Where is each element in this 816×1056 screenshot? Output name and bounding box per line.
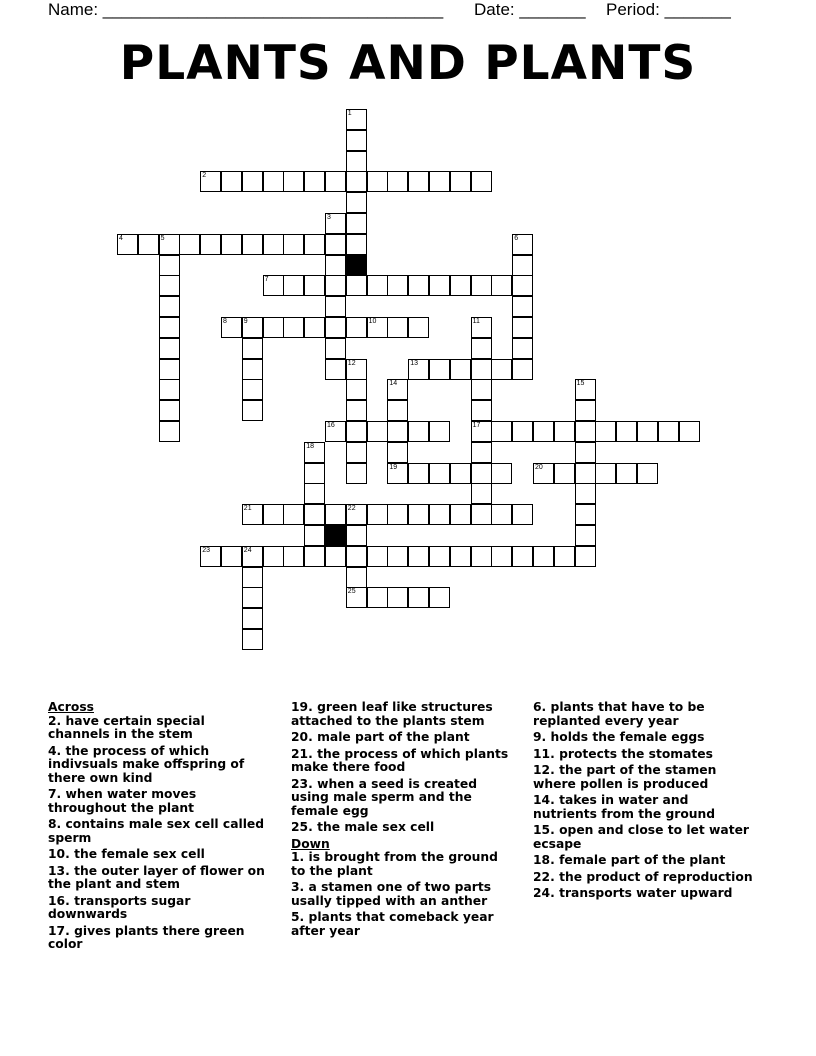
clue-item-number: 25.: [291, 820, 313, 834]
answer-cell[interactable]: [408, 546, 429, 567]
answer-cell[interactable]: [221, 546, 242, 567]
clue-number: 21: [243, 505, 252, 513]
clue-item-number: 9.: [533, 730, 547, 744]
answer-cell[interactable]: [429, 546, 450, 567]
answer-cell[interactable]: [325, 275, 346, 296]
answer-cell[interactable]: [387, 546, 408, 567]
answer-cell[interactable]: [283, 317, 304, 338]
clue-item-text: transports sugar downwards: [48, 893, 191, 921]
clue-item-number: 24.: [533, 886, 555, 900]
answer-cell[interactable]: [283, 234, 304, 255]
clue-number: 13: [410, 359, 418, 367]
clue-item-text: holds the female eggs: [546, 730, 705, 744]
answer-cell[interactable]: [325, 338, 346, 359]
answer-cell[interactable]: [575, 483, 596, 504]
answer-cell[interactable]: [367, 546, 388, 567]
answer-cell[interactable]: [471, 546, 492, 567]
answer-cell[interactable]: [595, 463, 616, 484]
clue-item-number: 22.: [533, 869, 555, 884]
answer-cell[interactable]: [346, 379, 367, 400]
answer-cell[interactable]: [471, 359, 492, 380]
clue-item-number: 23.: [291, 776, 313, 791]
answer-cell[interactable]: [429, 421, 450, 442]
answer-cell[interactable]: [491, 421, 512, 442]
clue-item: [533, 701, 755, 728]
clue-number: 22: [347, 505, 356, 513]
clue-number: 6: [514, 234, 519, 242]
answer-cell[interactable]: [304, 317, 325, 338]
clue-item-text: when water moves throughout the plant: [48, 787, 197, 815]
answer-cell[interactable]: [283, 171, 304, 192]
clue-item-text: have certain special channels in the stem: [48, 713, 205, 741]
clue-item-text: open and close to let water ecsape: [533, 823, 749, 851]
clue-item-number: 19.: [291, 700, 313, 714]
answer-cell[interactable]: [450, 546, 471, 567]
answer-cell[interactable]: [512, 275, 533, 296]
answer-cell[interactable]: [346, 463, 367, 484]
answer-cell[interactable]: [325, 504, 346, 525]
clue-item-number: 10.: [48, 847, 70, 861]
clue-number: 3: [327, 214, 331, 221]
answer-cell[interactable]: [471, 483, 492, 504]
answer-cell[interactable]: [512, 317, 533, 338]
answer-cell[interactable]: [408, 421, 429, 442]
answer-cell[interactable]: [242, 546, 263, 567]
clue-item-text: takes in water and nutrients from the ground: [533, 793, 716, 821]
clue-number: 16: [327, 422, 335, 429]
clue-column-2: [291, 701, 516, 941]
clue-item-number: 21.: [291, 746, 313, 761]
clue-item-text: protects the stomates: [554, 746, 713, 761]
clue-item: [48, 818, 270, 845]
answer-cell[interactable]: [346, 109, 367, 130]
answer-cell[interactable]: [304, 275, 325, 296]
answer-cell[interactable]: [367, 587, 388, 608]
answer-cell[interactable]: [575, 400, 596, 421]
answer-cell[interactable]: [554, 463, 575, 484]
clue-item-number: 17.: [48, 923, 70, 938]
answer-cell[interactable]: [429, 587, 450, 608]
clue-number: 24: [243, 546, 252, 554]
answer-cell[interactable]: [325, 296, 346, 317]
answer-cell[interactable]: [429, 359, 450, 380]
clue-item: [533, 748, 755, 762]
answer-cell[interactable]: [491, 546, 512, 567]
answer-cell[interactable]: [408, 504, 429, 525]
clue-item: [533, 854, 755, 868]
answer-cell[interactable]: [533, 546, 554, 567]
answer-cell[interactable]: [491, 275, 512, 296]
answer-cell[interactable]: [450, 275, 471, 296]
clue-item: [291, 821, 516, 835]
answer-cell[interactable]: [138, 234, 159, 255]
answer-cell[interactable]: [450, 171, 471, 192]
answer-cell[interactable]: [325, 546, 346, 567]
answer-cell[interactable]: [575, 463, 596, 484]
answer-cell[interactable]: [575, 525, 596, 546]
answer-cell[interactable]: [387, 587, 408, 608]
clue-item-number: 18.: [533, 853, 555, 867]
answer-cell[interactable]: [263, 546, 284, 567]
answer-cell[interactable]: [263, 275, 284, 296]
clue-item-text: the outer layer of flower on the plant and stem: [48, 863, 265, 891]
clue-item-number: 6.: [533, 700, 547, 714]
answer-cell[interactable]: [325, 421, 346, 442]
clue-item-text: the part of the stamen where pollen is produced: [533, 763, 717, 791]
clue-item: [291, 748, 516, 775]
answer-cell[interactable]: [450, 359, 471, 380]
answer-cell[interactable]: [408, 171, 429, 192]
answer-cell[interactable]: [471, 504, 492, 525]
answer-cell[interactable]: [159, 317, 180, 338]
clue-column-3: [533, 701, 755, 904]
answer-cell[interactable]: [200, 546, 221, 567]
answer-cell[interactable]: [408, 359, 429, 380]
clue-number: 7: [264, 276, 269, 284]
clue-item-number: 16.: [48, 893, 70, 908]
answer-cell[interactable]: [242, 171, 263, 192]
answer-cell[interactable]: [471, 421, 492, 442]
clue-item: [48, 895, 270, 922]
answer-cell[interactable]: [346, 567, 367, 588]
answer-cell[interactable]: [159, 234, 180, 255]
clue-column-1: [48, 701, 270, 955]
answer-cell[interactable]: [200, 171, 221, 192]
clue-item: [291, 731, 516, 745]
clue-item-text: contains male sex cell called sperm: [48, 817, 265, 845]
answer-cell[interactable]: [159, 379, 180, 400]
answer-cell[interactable]: [512, 296, 533, 317]
answer-cell[interactable]: [346, 275, 367, 296]
answer-cell[interactable]: [221, 317, 242, 338]
answer-cell[interactable]: [242, 379, 263, 400]
answer-cell[interactable]: [304, 504, 325, 525]
answer-cell[interactable]: [616, 463, 637, 484]
answer-cell[interactable]: [387, 442, 408, 463]
answer-cell[interactable]: [242, 567, 263, 588]
answer-cell[interactable]: [512, 255, 533, 276]
answer-cell[interactable]: [408, 275, 429, 296]
answer-cell[interactable]: [512, 359, 533, 380]
answer-cell[interactable]: [533, 463, 554, 484]
clue-item-number: 5.: [291, 910, 305, 924]
answer-cell[interactable]: [450, 504, 471, 525]
clue-number: 4: [119, 234, 123, 242]
clue-number: 8: [223, 318, 227, 325]
blocked-cell: [325, 525, 346, 546]
answer-cell[interactable]: [367, 275, 388, 296]
answer-cell[interactable]: [387, 421, 408, 442]
answer-cell[interactable]: [471, 275, 492, 296]
answer-cell[interactable]: [387, 379, 408, 400]
answer-cell[interactable]: [367, 317, 388, 338]
answer-cell[interactable]: [512, 421, 533, 442]
clue-item: [533, 794, 755, 821]
clue-item: [533, 731, 755, 745]
answer-cell[interactable]: [512, 338, 533, 359]
clue-item-text: a stamen one of two parts usally tipped with an anther: [291, 880, 492, 908]
clue-item: [48, 925, 270, 952]
clue-number: 2: [202, 172, 207, 180]
answer-cell[interactable]: [283, 504, 304, 525]
clue-item-number: 2.: [48, 713, 62, 728]
clue-item-number: 11.: [533, 746, 555, 761]
clue-item-number: 4.: [48, 743, 62, 758]
answer-cell[interactable]: [595, 421, 616, 442]
answer-cell[interactable]: [159, 255, 180, 276]
answer-cell[interactable]: [554, 421, 575, 442]
clue-item-text: female part of the plant: [554, 853, 726, 867]
clue-item: [291, 701, 516, 728]
answer-cell[interactable]: [408, 463, 429, 484]
answer-cell[interactable]: [346, 213, 367, 234]
clue-item-number: 15.: [533, 823, 555, 837]
answer-cell[interactable]: [325, 317, 346, 338]
answer-cell[interactable]: [159, 421, 180, 442]
answer-cell[interactable]: [346, 234, 367, 255]
answer-cell[interactable]: [429, 463, 450, 484]
period-field-label[interactable]: Period: _______: [606, 0, 731, 19]
answer-cell[interactable]: [346, 130, 367, 151]
answer-cell[interactable]: [159, 338, 180, 359]
answer-cell[interactable]: [325, 213, 346, 234]
answer-cell[interactable]: [471, 400, 492, 421]
clue-item-text: the product of reproduction: [554, 869, 753, 884]
answer-cell[interactable]: [242, 608, 263, 629]
answer-cell[interactable]: [387, 504, 408, 525]
clue-item-text: the female sex cell: [69, 847, 205, 861]
clue-item-number: 8.: [48, 817, 62, 831]
answer-cell[interactable]: [471, 442, 492, 463]
answer-cell[interactable]: [263, 234, 284, 255]
answer-cell[interactable]: [346, 192, 367, 213]
answer-cell[interactable]: [408, 587, 429, 608]
page-title: PLANTS AND PLANTS: [119, 36, 697, 91]
answer-cell[interactable]: [575, 504, 596, 525]
clue-item-text: the male sex cell: [312, 820, 435, 834]
answer-cell[interactable]: [159, 296, 180, 317]
answer-cell[interactable]: [346, 421, 367, 442]
clue-section-heading: Down: [291, 836, 330, 851]
clue-number: 14: [389, 380, 398, 388]
clue-item-number: 20.: [291, 730, 313, 744]
clue-item-number: 1.: [291, 850, 305, 864]
answer-cell[interactable]: [491, 463, 512, 484]
answer-cell[interactable]: [283, 546, 304, 567]
clue-item-number: 13.: [48, 863, 70, 878]
clue-number: 17: [472, 422, 481, 429]
answer-cell[interactable]: [221, 234, 242, 255]
clue-number: 1: [347, 110, 352, 117]
clue-item-text: is brought from the ground to the plant: [291, 850, 498, 878]
answer-cell[interactable]: [242, 234, 263, 255]
clue-number: 25: [347, 588, 356, 596]
answer-cell[interactable]: [637, 463, 658, 484]
clue-item-text: male part of the plant: [312, 730, 470, 744]
answer-cell[interactable]: [471, 317, 492, 338]
clue-item-text: the process of which plants make there food: [291, 746, 509, 774]
clue-item-text: when a seed is created using male sperm and the female egg: [291, 776, 478, 818]
answer-cell[interactable]: [242, 338, 263, 359]
clue-item-number: 7.: [48, 787, 62, 801]
answer-cell[interactable]: [179, 234, 200, 255]
answer-cell[interactable]: [325, 255, 346, 276]
answer-cell[interactable]: [471, 463, 492, 484]
answer-cell[interactable]: [387, 171, 408, 192]
answer-cell[interactable]: [491, 359, 512, 380]
answer-cell[interactable]: [159, 400, 180, 421]
answer-cell[interactable]: [429, 504, 450, 525]
clue-item: [291, 778, 516, 819]
answer-cell[interactable]: [512, 504, 533, 525]
answer-cell[interactable]: [346, 151, 367, 172]
answer-cell[interactable]: [554, 546, 575, 567]
answer-cell[interactable]: [200, 234, 221, 255]
clue-item: [533, 871, 755, 885]
answer-cell[interactable]: [346, 546, 367, 567]
answer-cell[interactable]: [387, 400, 408, 421]
answer-cell[interactable]: [325, 171, 346, 192]
answer-cell[interactable]: [242, 359, 263, 380]
answer-cell[interactable]: [242, 587, 263, 608]
answer-cell[interactable]: [346, 587, 367, 608]
answer-cell[interactable]: [387, 275, 408, 296]
answer-cell[interactable]: [242, 400, 263, 421]
clue-item-text: green leaf like structures attached to the plants stem: [291, 700, 493, 728]
clue-number: 9: [243, 318, 248, 325]
answer-cell[interactable]: [575, 442, 596, 463]
answer-cell[interactable]: [263, 504, 284, 525]
clue-item: [533, 764, 755, 791]
answer-cell[interactable]: [346, 442, 367, 463]
answer-cell[interactable]: [367, 504, 388, 525]
answer-cell[interactable]: [304, 483, 325, 504]
answer-cell[interactable]: [346, 525, 367, 546]
answer-cell[interactable]: [616, 421, 637, 442]
clue-item: [48, 848, 270, 862]
answer-cell[interactable]: [575, 546, 596, 567]
clue-item: [291, 911, 516, 938]
answer-cell[interactable]: [242, 317, 263, 338]
clue-item-number: 12.: [533, 763, 555, 777]
clue-item-number: 3.: [291, 880, 305, 894]
answer-cell[interactable]: [242, 629, 263, 650]
answer-cell[interactable]: [346, 317, 367, 338]
clue-number: 18: [306, 442, 314, 450]
answer-cell[interactable]: [304, 525, 325, 546]
answer-cell[interactable]: [367, 171, 388, 192]
answer-cell[interactable]: [429, 275, 450, 296]
answer-cell[interactable]: [304, 442, 325, 463]
clue-number: 20: [535, 463, 543, 471]
answer-cell[interactable]: [159, 359, 180, 380]
answer-cell[interactable]: [159, 275, 180, 296]
answer-cell[interactable]: [575, 421, 596, 442]
answer-cell[interactable]: [491, 504, 512, 525]
clue-item: [291, 881, 516, 908]
answer-cell[interactable]: [263, 317, 284, 338]
clue-number: 15: [576, 380, 585, 388]
answer-cell[interactable]: [679, 421, 700, 442]
answer-cell[interactable]: [242, 504, 263, 525]
answer-cell[interactable]: [346, 400, 367, 421]
answer-cell[interactable]: [325, 359, 346, 380]
answer-cell[interactable]: [304, 171, 325, 192]
clue-number: 23: [202, 546, 210, 554]
clue-item: [533, 887, 755, 901]
clue-number: 10: [368, 318, 377, 325]
answer-cell[interactable]: [346, 359, 367, 380]
answer-cell[interactable]: [221, 171, 242, 192]
answer-cell[interactable]: [450, 463, 471, 484]
answer-cell[interactable]: [637, 421, 658, 442]
answer-cell[interactable]: [117, 234, 138, 255]
clue-item: [48, 715, 270, 742]
answer-cell[interactable]: [325, 234, 346, 255]
answer-cell[interactable]: [283, 275, 304, 296]
clue-item-number: 14.: [533, 793, 555, 807]
answer-cell[interactable]: [304, 234, 325, 255]
answer-cell[interactable]: [304, 546, 325, 567]
clue-number: 19: [389, 463, 398, 471]
answer-cell[interactable]: [533, 421, 554, 442]
clue-section-heading: Across: [48, 700, 94, 714]
clue-number: 12: [347, 359, 356, 367]
clue-item-text: the process of which indivsuals make offspring of there own kind: [48, 743, 245, 785]
clue-item-text: transports water upward: [554, 886, 733, 900]
answer-cell[interactable]: [471, 171, 492, 192]
clue-item: [48, 745, 270, 786]
answer-cell[interactable]: [304, 463, 325, 484]
clue-item: [48, 865, 270, 892]
clue-item-text: plants that comeback year after year: [291, 910, 494, 938]
answer-cell[interactable]: [512, 546, 533, 567]
clue-number: 5: [160, 234, 165, 242]
answer-cell[interactable]: [575, 379, 596, 400]
clue-item: [48, 788, 270, 815]
clue-item: [533, 824, 755, 851]
answer-cell[interactable]: [429, 171, 450, 192]
answer-cell[interactable]: [263, 171, 284, 192]
answer-cell[interactable]: [367, 421, 388, 442]
answer-cell[interactable]: [471, 338, 492, 359]
date-field-label[interactable]: Date: _______: [474, 0, 586, 19]
answer-cell[interactable]: [658, 421, 679, 442]
answer-cell[interactable]: [471, 379, 492, 400]
answer-cell[interactable]: [346, 504, 367, 525]
answer-cell[interactable]: [346, 171, 367, 192]
answer-cell[interactable]: [387, 463, 408, 484]
clue-number: 11: [472, 318, 480, 325]
answer-cell[interactable]: [512, 234, 533, 255]
name-field-label[interactable]: Name: ____________________________________: [48, 0, 444, 19]
answer-cell[interactable]: [408, 317, 429, 338]
clue-item: [291, 851, 516, 878]
blocked-cell: [346, 255, 367, 276]
clue-item-text: gives plants there green color: [48, 923, 245, 951]
clue-item-text: plants that have to be replanted every year: [533, 700, 705, 728]
answer-cell[interactable]: [387, 317, 408, 338]
